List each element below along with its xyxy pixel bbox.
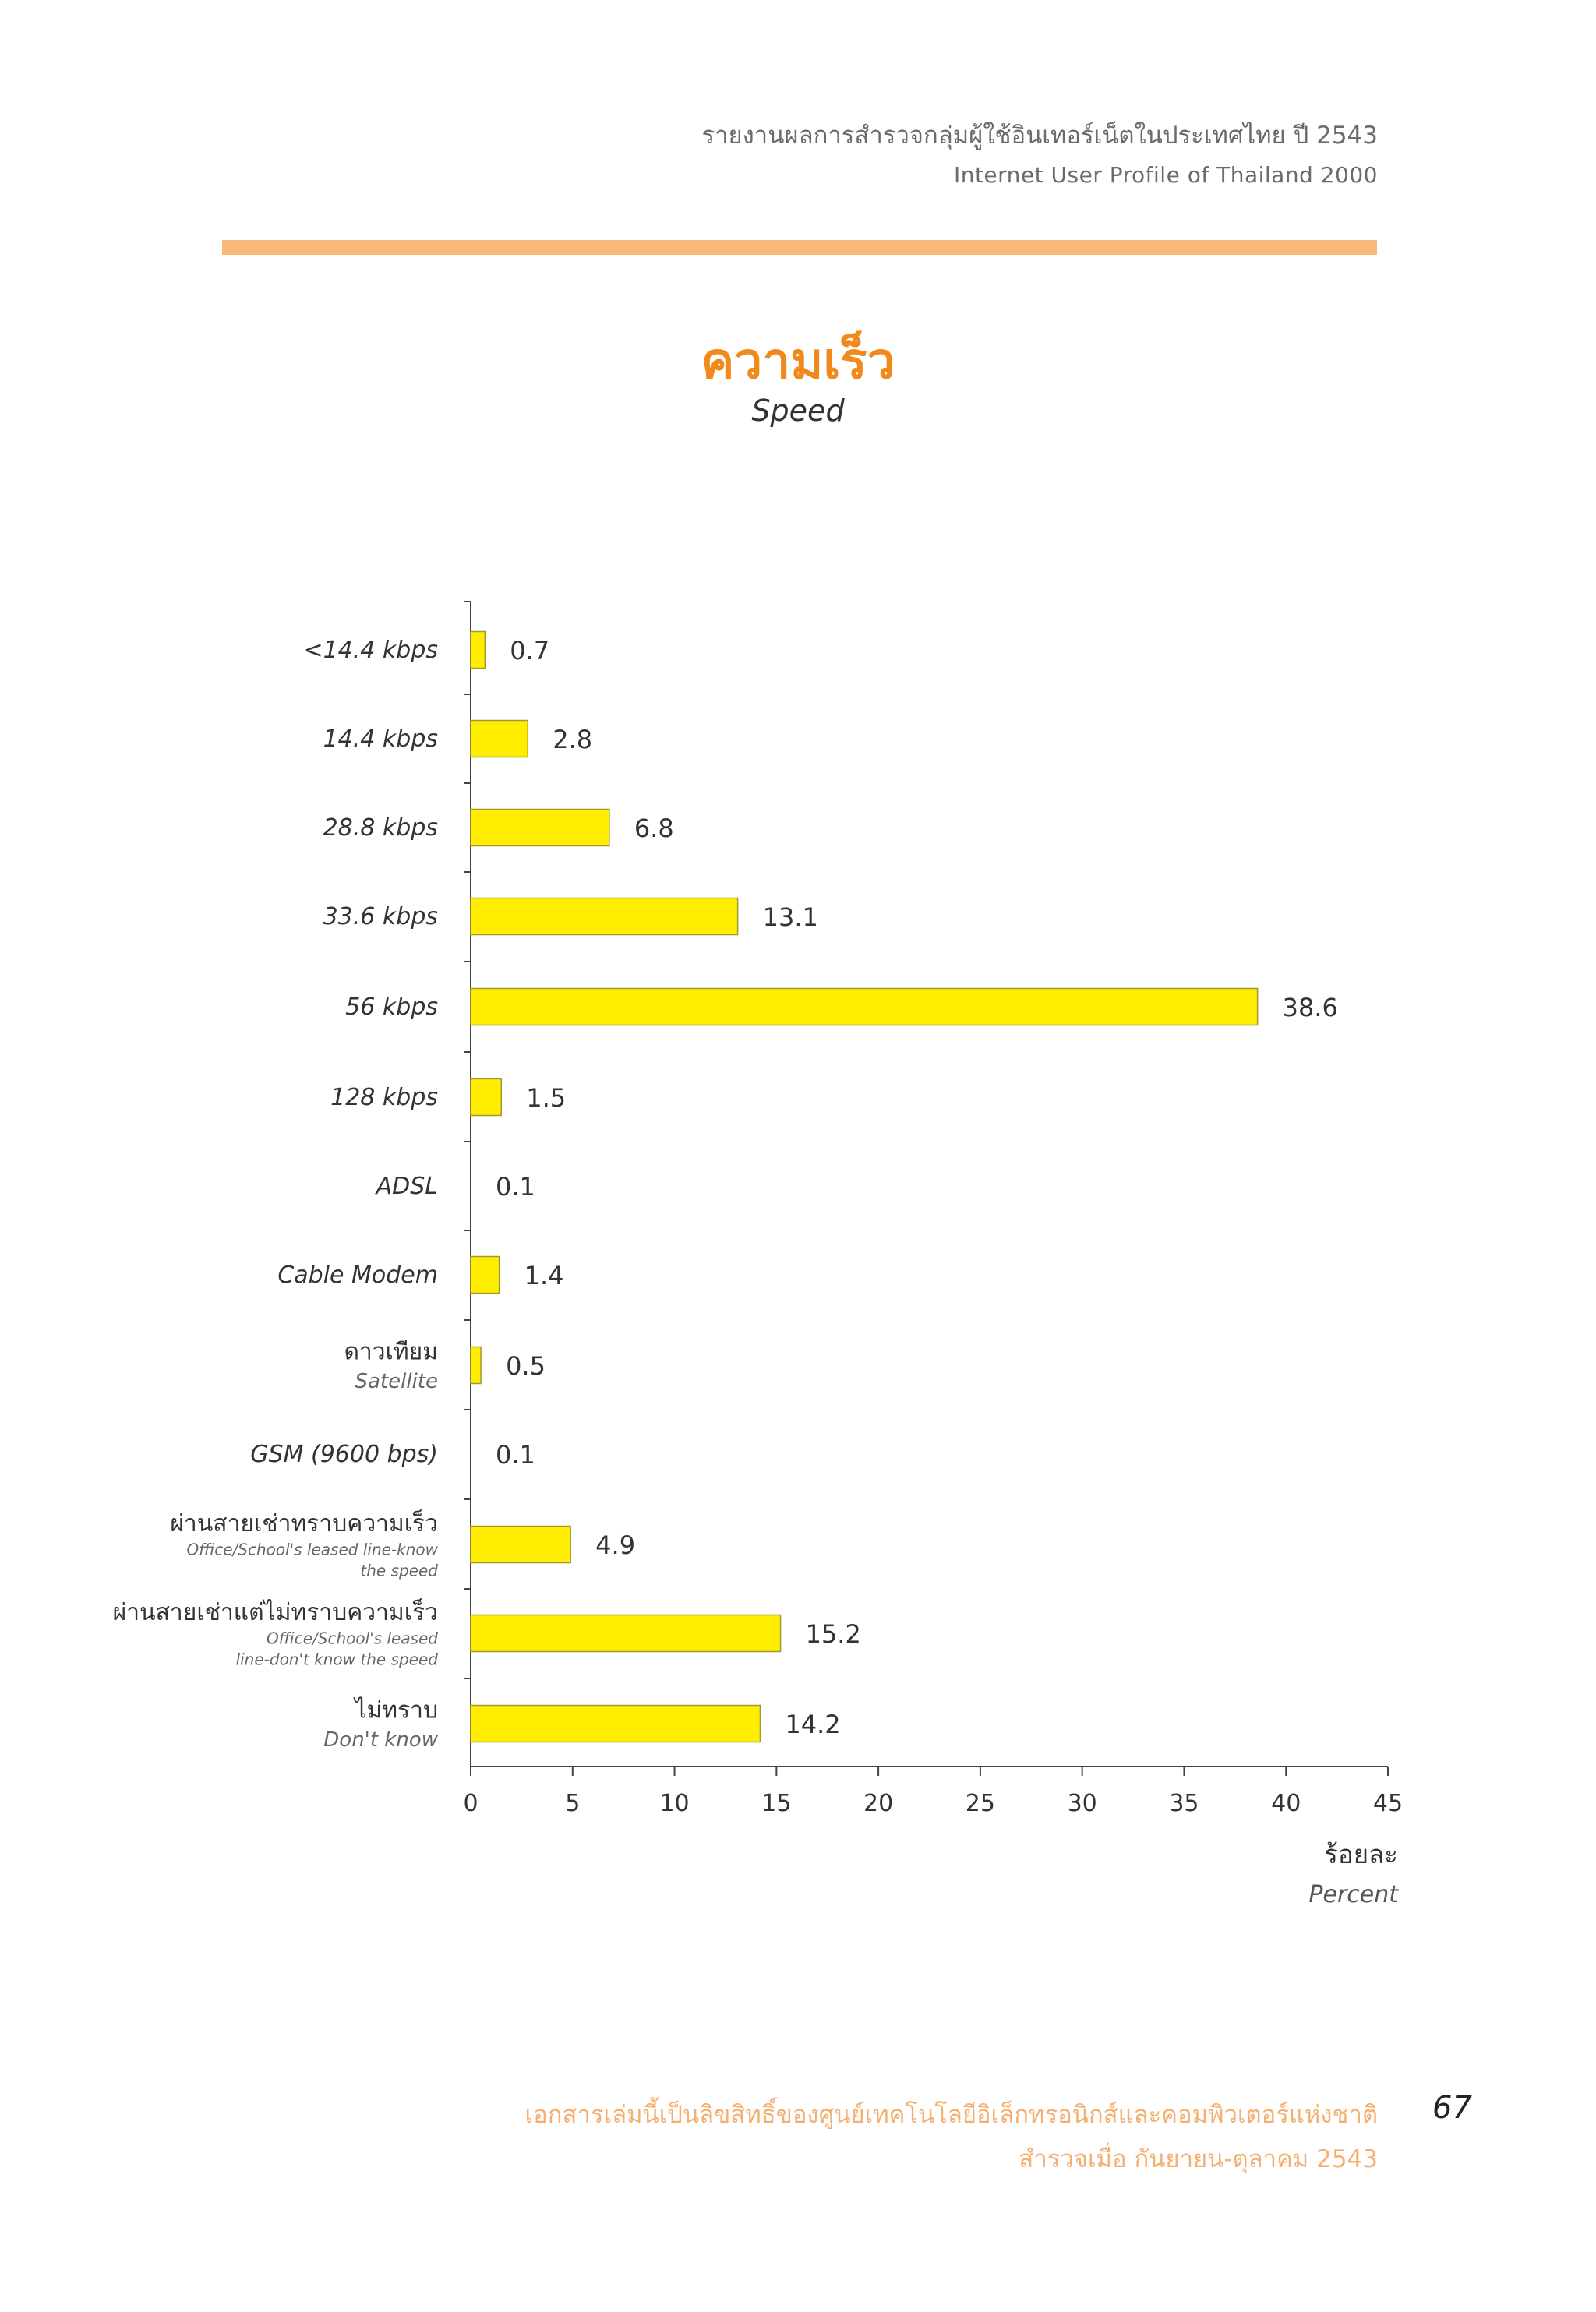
header-title-en: Internet User Profile of Thailand 2000 <box>953 162 1378 188</box>
data-label: 15.2 <box>805 1619 861 1649</box>
chart-title: ความเร็ว <box>701 333 895 390</box>
bar <box>471 898 738 935</box>
x-tick-label: 10 <box>659 1790 690 1817</box>
data-label: 0.5 <box>506 1351 546 1381</box>
category-label: ดาวเทียม <box>344 1338 438 1366</box>
category-label: ไม่ทราบ <box>355 1696 438 1724</box>
bar <box>471 989 1258 1025</box>
category-label: 33.6 kbps <box>323 903 438 931</box>
data-label: 4.9 <box>595 1530 636 1560</box>
category-label: Cable Modem <box>277 1262 438 1290</box>
data-label: 0.1 <box>496 1172 535 1202</box>
category-label: <14.4 kbps <box>303 637 438 665</box>
bar <box>471 1527 570 1563</box>
x-axis-title-en: Percent <box>1308 1881 1398 1908</box>
bar <box>471 1706 760 1742</box>
category-sublabel: Office/School's leased line-know <box>186 1540 438 1559</box>
data-label: 2.8 <box>553 725 593 754</box>
data-label: 1.4 <box>524 1261 564 1290</box>
bar <box>471 1615 781 1652</box>
x-tick-label: 25 <box>965 1790 995 1817</box>
category-label: 28.8 kbps <box>323 814 438 842</box>
category-label: 56 kbps <box>345 994 438 1022</box>
header-title-th: รายงานผลการสำรวจกลุ่มผู้ใช้อินเทอร์เน็ตในประเทศไทย ปี 2543 <box>701 122 1378 150</box>
category-label: 14.4 kbps <box>323 725 438 754</box>
bar <box>471 721 528 757</box>
x-tick-label: 30 <box>1067 1790 1097 1817</box>
category-label: ADSL <box>376 1173 438 1201</box>
category-label: 128 kbps <box>330 1084 438 1112</box>
footer-copyright: เอกสารเล่มนี้เป็นลิขสิทธิ์ของศูนย์เทคโนโลยีอิเล็กทรอนิกส์และคอมพิวเตอร์แห่งชาติ <box>524 2101 1378 2129</box>
x-tick-label: 0 <box>463 1790 478 1817</box>
data-label: 0.1 <box>496 1440 535 1470</box>
chart-subtitle: Speed <box>751 394 845 428</box>
page-number: 67 <box>1432 2090 1472 2126</box>
category-sublabel: Satellite <box>355 1370 438 1394</box>
x-tick-label: 15 <box>761 1790 792 1817</box>
category-sublabel: Don't know <box>323 1728 438 1753</box>
bar <box>471 1257 500 1294</box>
data-label: 38.6 <box>1282 993 1338 1022</box>
data-label: 1.5 <box>526 1083 567 1113</box>
x-tick-label: 40 <box>1271 1790 1301 1817</box>
category-label: ผ่านสายเช่าทราบความเร็ว <box>170 1510 438 1538</box>
bar <box>471 632 485 669</box>
category-sublabel: the speed <box>360 1561 438 1580</box>
bar <box>471 1347 481 1384</box>
data-label: 6.8 <box>634 814 674 843</box>
data-label: 14.2 <box>785 1710 841 1739</box>
data-label: 0.7 <box>510 636 550 665</box>
x-tick-label: 45 <box>1372 1790 1404 1817</box>
data-label: 13.1 <box>762 902 818 932</box>
x-axis-title: ร้อยละ <box>1324 1839 1398 1869</box>
category-label: ผ่านสายเช่าแต่ไม่ทราบความเร็ว <box>112 1599 438 1627</box>
footer-survey-date: สำรวจเมื่อ กันยายน-ตุลาคม 2543 <box>1019 2145 1378 2173</box>
category-sublabel: line-don't know the speed <box>235 1650 438 1669</box>
bar <box>471 1079 501 1116</box>
x-tick-label: 5 <box>565 1790 581 1817</box>
category-label: GSM (9600 bps) <box>250 1441 438 1469</box>
x-tick-label: 20 <box>863 1790 894 1817</box>
category-sublabel: Office/School's leased <box>267 1629 438 1648</box>
x-tick-label: 35 <box>1169 1790 1199 1817</box>
bar <box>471 810 609 846</box>
